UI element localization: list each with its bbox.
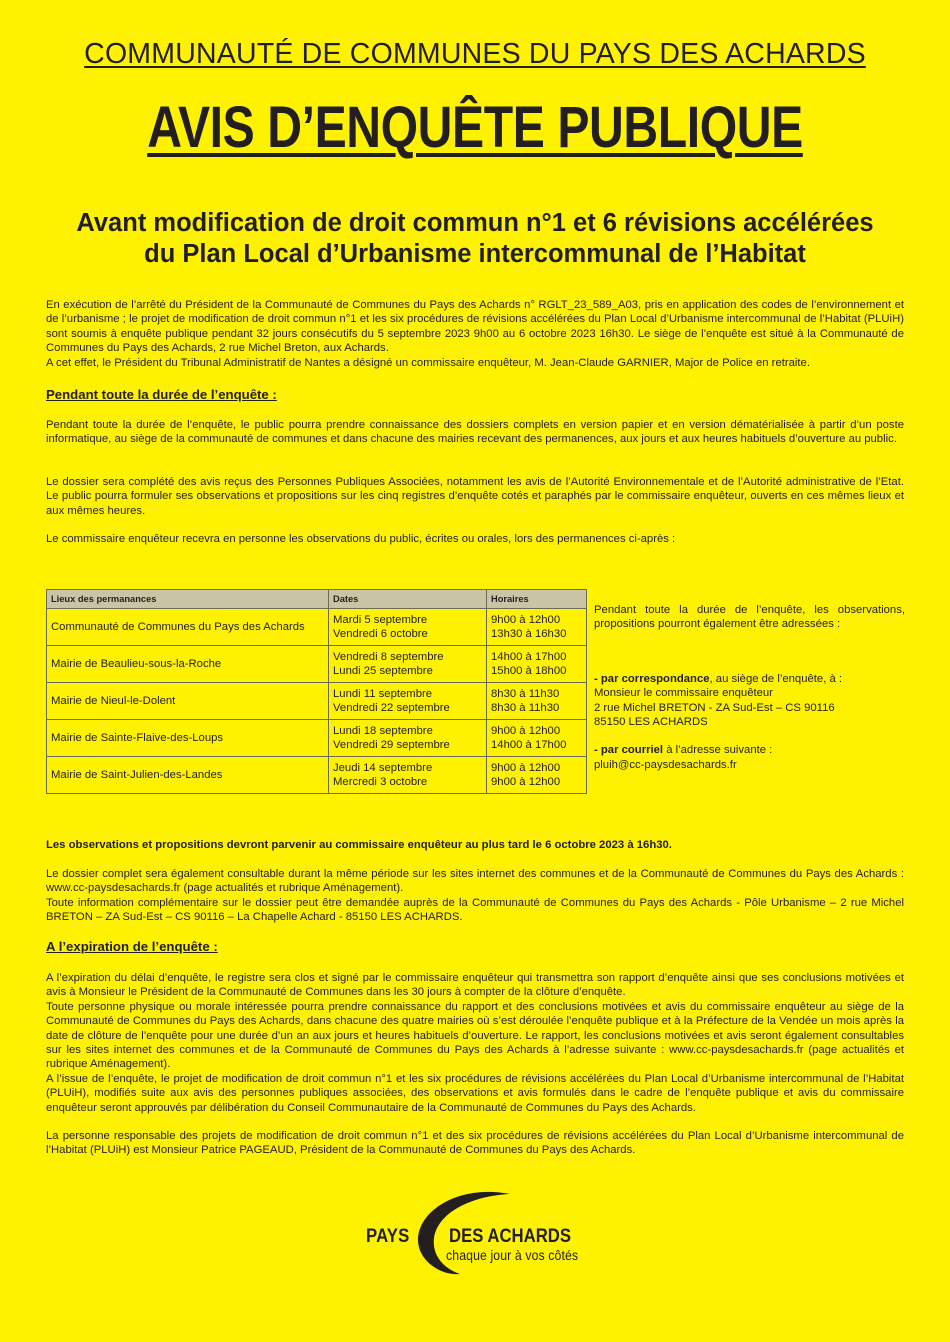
table-row — [47, 720, 587, 757]
time: 9h00 à 12h00 — [491, 761, 561, 774]
deadline-paragraph: Toute information complémentaire sur le dossier peut être demandée auprès de la Communauté de Communes du Pays des Achards - Pôle Urbanisme – 2 rue Michel BRETON – ZA Sud-Est – CS 90116 – La Chapelle Achard - 85150 LES ACHARDS. — [46, 896, 904, 924]
date: Lundi 25 septembre — [333, 665, 433, 677]
table-row — [47, 609, 587, 646]
table-header: Dates — [329, 590, 487, 609]
deadline-section — [46, 867, 904, 925]
permanences-table — [46, 589, 587, 794]
date: Mardi 5 septembre — [333, 613, 428, 626]
page-title: AVIS D’ENQUÊTE PUBLIQUE — [147, 95, 803, 160]
subtitle-line-1: Avant modification de droit commun n°1 et 6 révisions accélérées — [76, 209, 874, 237]
table-header: Lieux des permanances — [47, 590, 329, 609]
contact-section — [594, 603, 905, 772]
intro-paragraph: A cet effet, le Président du Tribunal Administratif de Nantes a désigné un commissaire enquêteur, M. Jean-Claude GARNIER, Major de Police en retraite. — [46, 356, 810, 369]
email-label: - par courriel — [594, 744, 664, 757]
during-paragraph: Pendant toute la durée de l’enquête, le public pourra prendre connaissance des dossiers complets en version papier et en version dématérialisée à partir d’un poste informatique, au siège de la communauté de communes et dans chacune des mairies recevant des permanences, aux jours et aux heures habituels d’ouverture au public. — [46, 419, 904, 446]
subtitle-line-2: du Plan Local d’Urbanisme intercommunal de l’Habitat — [144, 240, 806, 268]
logo-tagline: chaque jour à vos côtés — [446, 1247, 579, 1263]
address-line: 85150 LES ACHARDS — [594, 716, 708, 729]
email-line — [594, 743, 905, 757]
time: 14h00 à 17h00 — [491, 739, 567, 751]
date: Lundi 11 septembre — [333, 687, 433, 700]
contact-intro: Pendant toute la durée de l’enquête, les observations, propositions pourront également être adressées : — [594, 604, 905, 631]
place-cell: Mairie de Sainte-Flaive-des-Loups — [47, 720, 329, 757]
expiry-paragraph: Toute personne physique ou morale intéressée pourra prendre connaissance du rapport et des conclusions motivées et avis du commissaire enquêteur au siège de la Communauté de Communes du Pays des Achards, dans chacune des quatre mairies où s’est déroulée l’enquête publique et à la Préfecture de la Vendée un mois après la date de clôture de l’enquête pour une durée d’un an aux jours et heures habituels d’ouverture. Le rapport, les conclusions motivées et avis seront également consultables sur les sites internet des communes et de la Communauté de Communes du Pays des Achards à l’adresse suivante : www.cc-paysdesachards.fr (page actualités et rubrique Aménagement). — [46, 1000, 904, 1071]
email-address[interactable]: pluih@cc-paysdesachards.fr — [594, 758, 737, 771]
date: Lundi 18 septembre — [333, 724, 433, 737]
deadline-notice: Les observations et propositions devront parvenir au commissaire enquêteur au plus tard le 6 octobre 2023 à 16h30. — [46, 839, 672, 851]
intro-section — [46, 298, 904, 370]
deadline-paragraph: Le dossier complet sera également consultable durant la même période sur les sites internet des communes et de la Communauté de Communes du Pays des Achards : www.cc-paysdesachards.fr (page actualités et rubrique Aménagement). — [46, 868, 904, 895]
mail-text: , au siège de l’enquête, à : — [709, 672, 843, 685]
time: 9h00 à 12h00 — [491, 724, 561, 737]
times-cell — [487, 646, 587, 683]
mail-label: - par correspondance — [594, 672, 710, 685]
expiry-paragraph: A l’expiration du délai d’enquête, le registre sera clos et signé par le commissaire enquêteur qui transmettra son rapport d’enquête ainsi que ses conclusions motivées et avis à Monsieur le Président de la Communauté de Communes dans les 30 jours à compter de la clôture d’enquête. — [46, 972, 904, 999]
expiry-section — [46, 971, 904, 1158]
address-line: Monsieur le commissaire enquêteur — [594, 687, 773, 700]
organization-name: COMMUNAUTÉ DE COMMUNES DU PAYS DES ACHARDS — [84, 38, 866, 70]
expiry-paragraph: La personne responsable des projets de modification de droit commun n°1 et des six procédures de révisions accélérées du Plan Local d’Urbanisme intercommunal de l’Habitat (PLUiH) est Monsieur Patrice PAGEAUD, Président de la Communauté de Communes du Pays des Achards. — [46, 1130, 904, 1157]
place-cell: Mairie de Nieul-le-Dolent — [47, 683, 329, 720]
dates-cell — [329, 683, 487, 720]
dates-cell — [329, 757, 487, 794]
time: 9h00 à 12h00 — [491, 776, 561, 788]
table-row — [47, 683, 587, 720]
time: 8h30 à 11h30 — [491, 702, 560, 714]
date: Mercredi 3 octobre — [333, 776, 428, 788]
table-header-row — [47, 590, 587, 609]
table-header: Horaires — [487, 590, 587, 609]
email-text: à l’adresse suivante : — [663, 744, 773, 757]
dates-cell — [329, 646, 487, 683]
during-paragraph: Le dossier sera complété des avis reçus des Personnes Publiques Associées, notamment les avis de l’Autorité Environnementale et de l’Autorité administrative de l’Etat. Le public pourra formuler ses observations et propositions sur les cinq registres d’enquête cotés et paraphés par le commissaire enquêteur, ouverts en ces mêmes lieux et aux mêmes heures. — [46, 476, 904, 517]
time: 13h30 à 16h30 — [491, 628, 567, 640]
time: 8h30 à 11h30 — [491, 687, 560, 700]
times-cell — [487, 609, 587, 646]
dates-cell — [329, 609, 487, 646]
intro-paragraph: En exécution de l’arrêté du Président de la Communauté de Communes du Pays des Achards n° RGLT_23_589_A03, pris en application des codes de l’environnement et de l’urbanisme ; le projet de modification de droit commun n°1 et les six procédures de révisions accélérées du Plan Local d’Urbanisme intercommunal de l’Habitat (PLUiH) sont soumis à enquête publique pendant 32 jours consécutifs du 5 septembre 2023 9h00 au 6 octobre 2023 16h30. Le siège de l’enquête est situé à la Communauté de Communes du Pays des Achards, 2 rue Michel Breton, aux Achards. — [46, 299, 904, 355]
logo-word-pays: PAYS — [366, 1226, 410, 1247]
expiry-paragraph: A l’issue de l’enquête, le projet de modification de droit commun n°1 et les six procédures de révisions accélérées du Plan Local d’Urbanisme intercommunal de l’Habitat (PLUiH), modifiés suite aux avis des personnes publiques associées, des observations et avis formulés dans le cadre de l’enquête publique et avis du commissaire enquêteur seront approuvés par délibération du Conseil Communautaire de la Communauté de Communes du Pays des Achards. — [46, 1072, 904, 1114]
place-cell: Mairie de Beaulieu-sous-la-Roche — [47, 646, 329, 683]
dates-cell — [329, 720, 487, 757]
during-paragraph: Le commissaire enquêteur recevra en personne les observations du public, écrites ou orales, lors des permanences ci-après : — [46, 533, 676, 545]
date: Vendredi 8 septembre — [333, 650, 444, 663]
table-row — [47, 757, 587, 794]
during-heading: Pendant toute la durée de l’enquête : — [46, 387, 277, 402]
table-row — [47, 646, 587, 683]
times-cell — [487, 683, 587, 720]
times-cell — [487, 720, 587, 757]
pays-des-achards-logo — [360, 1188, 600, 1278]
time: 14h00 à 17h00 — [491, 650, 567, 663]
place-cell: Mairie de Saint-Julien-des-Landes — [47, 757, 329, 794]
date: Vendredi 29 septembre — [333, 739, 450, 751]
time: 9h00 à 12h00 — [491, 613, 561, 626]
place-cell: Communauté de Communes du Pays des Achards — [47, 609, 329, 646]
logo-word-des-achards: DES ACHARDS — [449, 1226, 572, 1247]
expiry-heading: A l’expiration de l’enquête : — [46, 939, 218, 954]
date: Jeudi 14 septembre — [333, 761, 433, 774]
subtitle — [0, 208, 950, 270]
address-line: 2 rue Michel BRETON - ZA Sud-Est – CS 90116 — [594, 701, 835, 714]
mail-line — [594, 672, 905, 686]
time: 15h00 à 18h00 — [491, 665, 567, 677]
date: Vendredi 22 septembre — [333, 702, 450, 714]
date: Vendredi 6 octobre — [333, 628, 428, 640]
times-cell — [487, 757, 587, 794]
